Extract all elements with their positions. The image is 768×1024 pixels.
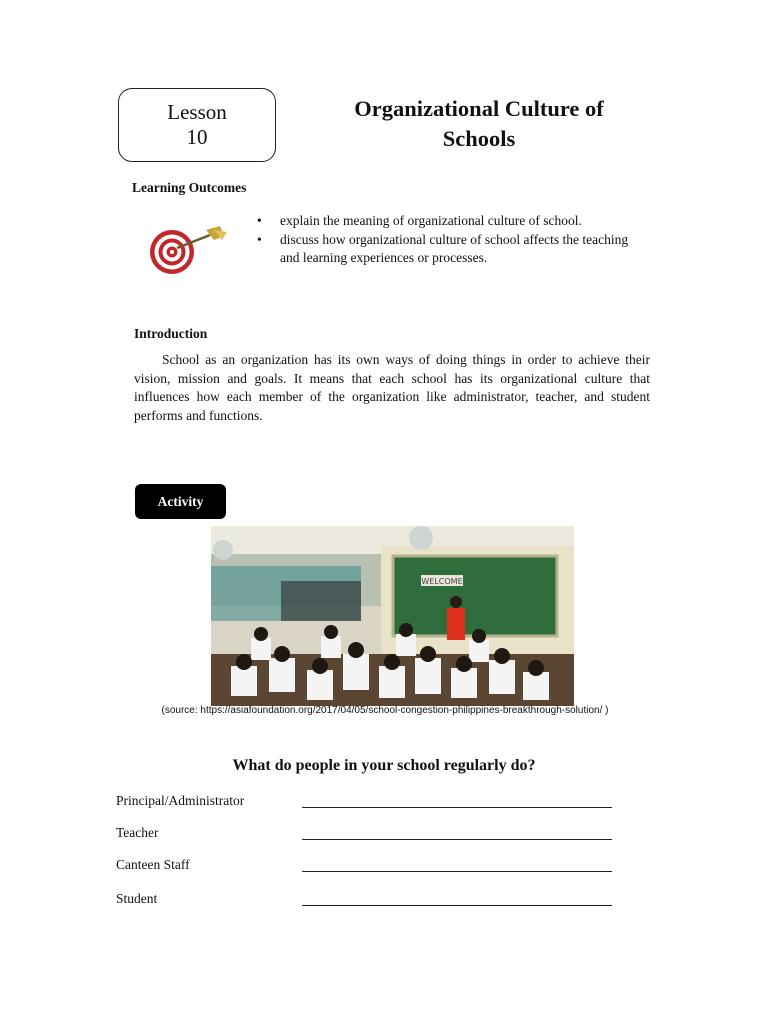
outcome-item: • discuss how organizational culture of school affects the teaching and learning experiences or processes. [255,231,645,268]
answer-row-canteen-staff [116,857,616,879]
page-title-line2: Schools [442,126,516,151]
page-title-line1: Organizational Culture of [354,96,604,121]
introduction-heading: Introduction [134,326,208,341]
learning-outcomes-heading: Learning Outcomes [132,180,247,195]
answer-label: Canteen Staff [116,857,190,872]
answer-blank-line[interactable] [302,905,612,906]
answer-blank-line[interactable] [302,839,612,840]
activity-badge: Activity [135,484,226,519]
lesson-box [118,88,276,162]
photo-source-caption: (source: https://asiafoundation.org/2017/04/05/school-congestion-philippines-breakthrough-solution/ ) [161,705,609,716]
page-title [320,94,638,154]
outcome-item: • explain the meaning of organizational culture of school. [255,212,645,231]
introduction-paragraph: School as an organization has its own ways of doing things in order to achieve their vision, mission and goals. It means that each school has its organizational culture that influences how each member of the organization like administrator, teacher, and student performs and functions. [134,352,650,423]
answer-blank-line[interactable] [302,807,612,808]
photo-welcome-sign: WELCOME [421,577,463,586]
classroom-photo [211,526,574,706]
answer-row-principal [116,793,616,815]
learning-outcomes-list [255,212,645,268]
answer-label: Teacher [116,825,159,840]
answer-label: Student [116,891,158,906]
answer-label: Principal/Administrator [116,793,245,808]
answer-blank-line[interactable] [302,871,612,872]
target-dart-icon [148,222,230,278]
lesson-label: Lesson [167,100,227,124]
lesson-number: 10 [186,125,208,149]
answer-row-student [116,891,616,913]
activity-question: What do people in your school regularly do? [232,757,536,774]
answer-row-teacher [116,825,616,847]
